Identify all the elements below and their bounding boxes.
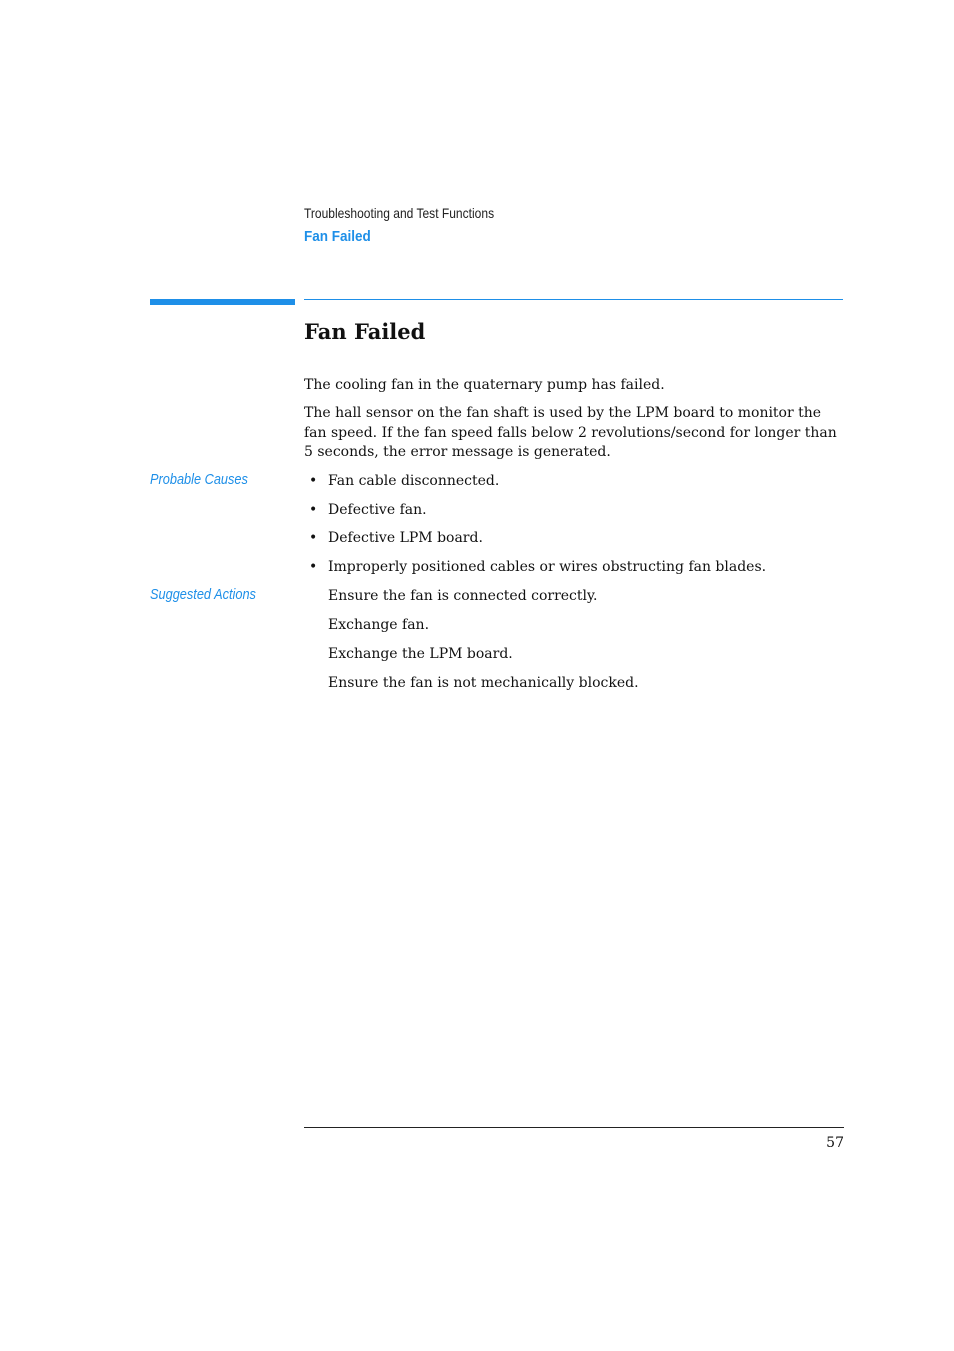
- list-item: [304, 472, 844, 501]
- intro-paragraph: The cooling fan in the quaternary pump has failed.: [304, 377, 665, 393]
- list-item: [304, 558, 844, 587]
- page-title: Fan Failed: [304, 319, 426, 344]
- page-number: 57: [826, 1135, 844, 1151]
- list-item: Ensure the fan is not mechanically blocked.: [328, 675, 639, 691]
- list-item: [304, 501, 844, 530]
- list-item: Exchange the LPM board.: [328, 646, 513, 662]
- section-rule-line: [304, 299, 843, 300]
- bullet-icon: •: [309, 530, 318, 547]
- running-header-section: Fan Failed: [304, 228, 371, 245]
- list-item: Exchange fan.: [328, 617, 430, 633]
- cause-text: Defective fan.: [328, 501, 427, 518]
- bullet-icon: •: [309, 473, 318, 489]
- cause-text: Improperly positioned cables or wires obstructing fan blades.: [328, 559, 767, 576]
- list-item: [304, 529, 844, 558]
- bullet-icon: •: [309, 559, 318, 576]
- list-item: Ensure the fan is connected correctly.: [328, 588, 598, 604]
- cause-text: Defective LPM board.: [328, 530, 483, 547]
- probable-causes-list: [304, 472, 844, 587]
- section-rule-accent: [150, 299, 295, 305]
- suggested-actions-label: Suggested Actions: [150, 587, 256, 603]
- cause-text: Fan cable disconnected.: [328, 473, 500, 489]
- probable-causes-label: Probable Causes: [150, 472, 248, 488]
- suggested-actions-list: [328, 587, 844, 703]
- running-header-chapter: Troubleshooting and Test Functions: [304, 205, 495, 221]
- bullet-icon: •: [309, 501, 318, 518]
- footer-rule: [304, 1127, 844, 1128]
- description-paragraph: The hall sensor on the fan shaft is used by the LPM board to monitor the fan speed. If the fan speed falls below 2 revolutions/second for longer than 5 seconds, the error message is generated.: [304, 405, 837, 460]
